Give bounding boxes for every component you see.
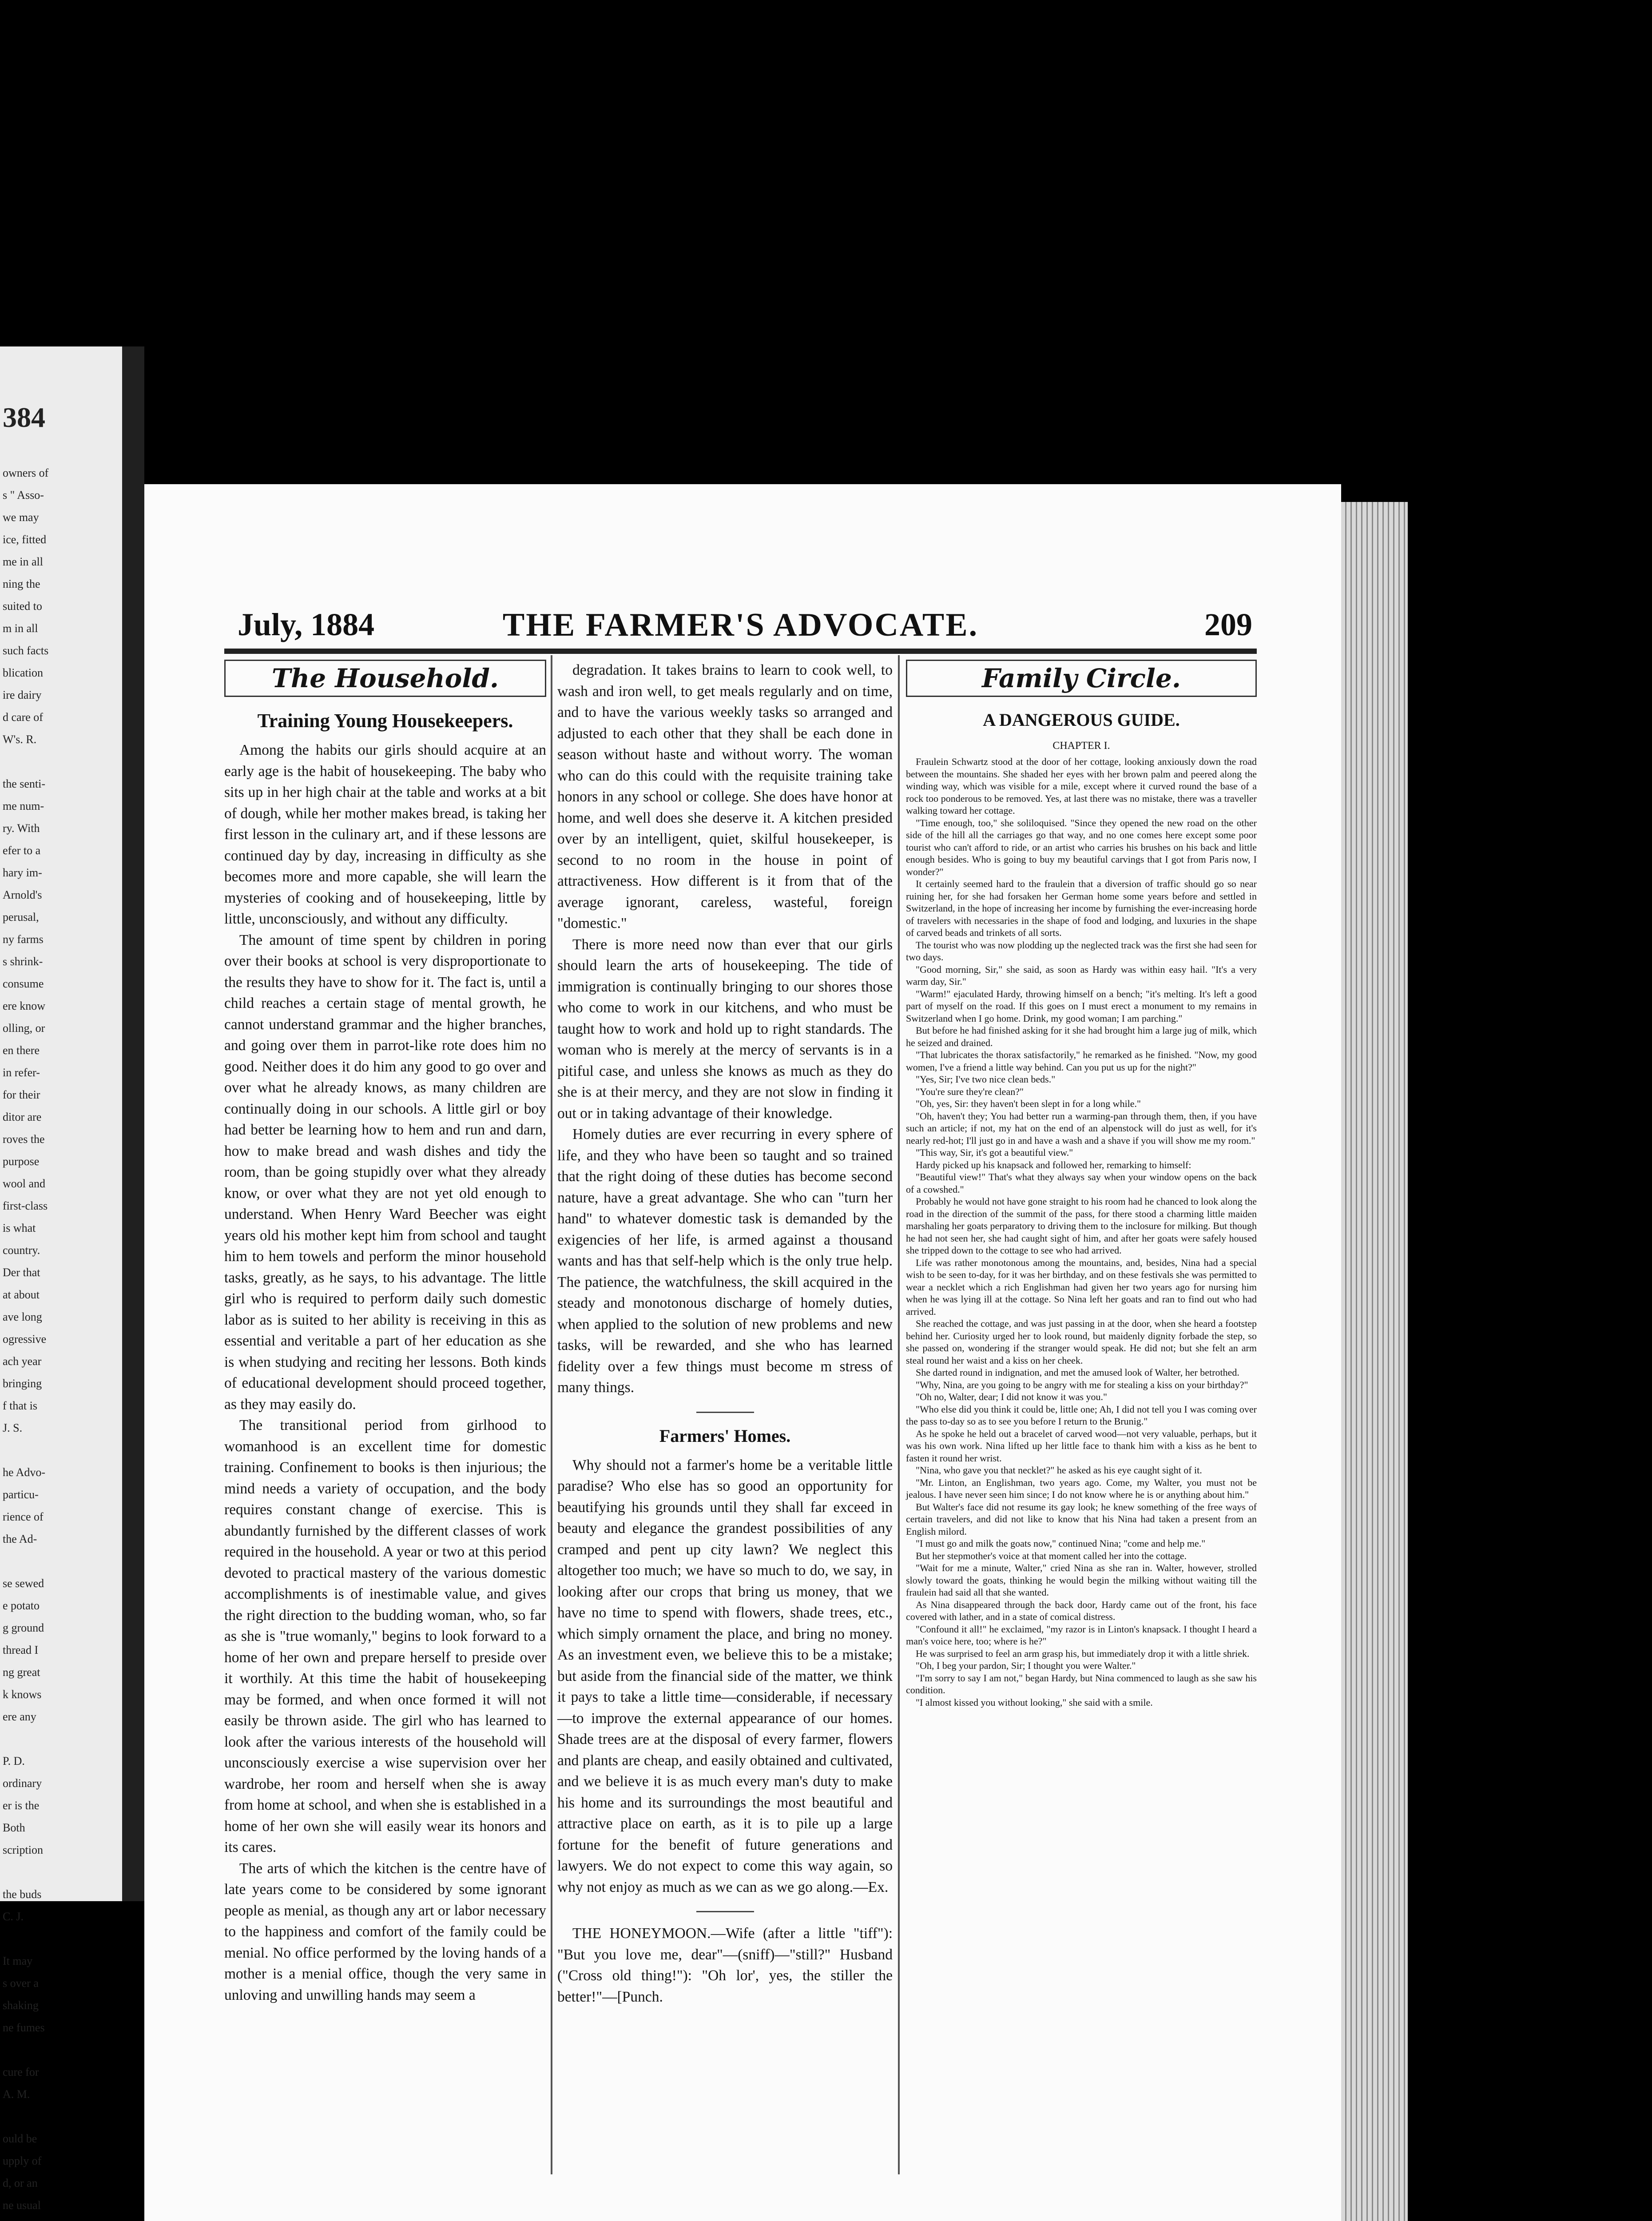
previous-page-line	[3, 2217, 122, 2221]
previous-page-line: ny farms	[3, 933, 44, 946]
previous-page-line: A. M.	[3, 2088, 30, 2101]
previous-page-line	[3, 1861, 122, 1883]
paragraph: It certainly seemed hard to the fraulein that a diversion of traffic should go so near ruining her, for she had forsaken her German home some years before and settled in Switzerland, in the hope of increasing her income by furnishing the ever-increasing horde of travelers with necessaries in the shape of food and lodging, and luxuries in the shape of carved beads and trinkets of all sorts.	[906, 878, 1257, 938]
paragraph: The transitional period from girlhood to womanhood is an excellent time for domestic training. Confinement to books is then injurious; the mind needs a variety of occupation, and the body requires constant change of exercise. This is abundantly furnished by the different classes of work required in the household. A year or two at this period devoted to practical mastery of the various domestic accomplishments is of inestimable value, and gives the right direction to the budding woman, who, so far as she is "true womanly," begins to look forward to a home of her own and prepare herself to preside over it worthily. At this time the habit of housekeeping may be formed, and when once formed it will not easily be thrown aside. The girl who has learned to look after the various interests of the household will unconsciously exercise a wise supervision over her wardrobe, her room and herself when she is away from home at school, and when she is established in a home of her own she will easily wear its honors and its cares.	[224, 1417, 546, 1855]
paragraph: "You're sure they're clean?"	[916, 1086, 1024, 1097]
masthead-title: THE FARMER'S ADVOCATE.	[502, 607, 979, 643]
previous-page-line: ach year	[3, 1355, 42, 1368]
previous-page-line: in refer-	[3, 1066, 40, 1079]
page-header	[224, 597, 1257, 646]
paragraph: Among the habits our girls should acquire at an early age is the habit of housekeeping. The baby who sits up in her high chair at the table and works at a bit of dough, while her mother makes bread, is taking her first lesson in the culinary art, and if these lessons are continued day by day, increasing in difficulty as she becomes more and more capable, she will learn the mysteries of cooking and of housekeeping, little by little, unconsciously, and without any difficulty.	[224, 742, 546, 927]
column-divider-1	[551, 655, 552, 2174]
previous-page-line: efer to a	[3, 844, 41, 857]
previous-page-line: bringing	[3, 1377, 42, 1390]
previous-page-line: er is the	[3, 1799, 40, 1812]
previous-page-line: s shrink-	[3, 955, 43, 968]
previous-page-line: we may	[3, 511, 39, 524]
story-title: A DANGEROUS GUIDE.	[983, 710, 1180, 730]
previous-page-line: k knows	[3, 1688, 42, 1701]
previous-page-line: scription	[3, 1843, 43, 1856]
paragraph: "Oh no, Walter, dear; I did not know it was you."	[916, 1391, 1107, 1402]
paragraph: "Good morning, Sir," she said, as soon as Hardy was within easy hail. "It's a very warm day, Sir."	[906, 963, 1257, 987]
middle-column	[557, 660, 893, 2221]
household-column	[224, 660, 546, 2221]
chapter-heading: CHAPTER I.	[1052, 740, 1110, 752]
paragraph: "Wait for me a minute, Walter," cried Nina as she ran in. Walter, however, strolled slowly toward the goats, thinking he would begin the milking without waiting till the fraulein had said all that she wanted.	[906, 1562, 1257, 1598]
previous-page-line: ice, fitted	[3, 533, 47, 546]
paragraph: "I almost kissed you without looking," she said with a smile.	[916, 1696, 1153, 1708]
previous-page-line: en there	[3, 1044, 40, 1057]
previous-page-line: rience of	[3, 1510, 44, 1523]
previous-page-line: me in all	[3, 555, 43, 568]
training-article-title: Training Young Housekeepers.	[257, 710, 513, 732]
paragraph: "Nina, who gave you that necklet?" he asked as his eye caught sight of it.	[916, 1465, 1202, 1476]
previous-page-line: ave long	[3, 1310, 42, 1323]
previous-page-line: blication	[3, 666, 43, 679]
previous-page-line: m in all	[3, 622, 38, 635]
paragraph: As Nina disappeared through the back door, Hardy came out of the front, his face covered with lather, and in a state of comical distress.	[906, 1599, 1257, 1622]
previous-page-line: Arnold's	[3, 888, 42, 901]
previous-page-line: Der that	[3, 1266, 40, 1279]
previous-page-line: the Ad-	[3, 1532, 37, 1545]
previous-page-edge	[0, 346, 122, 2212]
paragraph: "That lubricates the thorax satisfactorily," he remarked as he finished. "Now, my good women, I've a friend a little way behind. Can you put us up for the night?"	[906, 1049, 1257, 1073]
previous-page-line: d, or an	[3, 2177, 38, 2189]
previous-page-line: e potato	[3, 1599, 40, 1612]
paragraph: "Oh, haven't they; You had better run a warming-pan through them, then, if you have such an article; if not, my hat on the end of an alpenstock will do just as well, for it's nearly red-hot; I'll just go in and have a wash and a shave if you will show me my room."	[906, 1110, 1257, 1146]
previous-page-line: ogressive	[3, 1333, 47, 1345]
paragraph: degradation. It takes brains to learn to cook well, to wash and iron well, to get meals regularly and on time, and to have the various weekly tasks so arranged and adjusted to each other that they shall be each done in season without haste and without worry. The woman who can do this could with the requisite training take honors in any school or college. She does have honor at home, and well does she deserve it. A kitchen presided over by an intelligent, quiet, skilful housekeeper, is second to no room in the house in point of attractiveness. How different is it from that of the average ignorant, careless, wasteful, foreign "domestic."	[557, 662, 893, 931]
paragraph: Why should not a farmer's home be a veritable little paradise? Who else has so good an opportunity for beautifying his grounds until they shall far exceed in beauty and elegance the grandest possibilities of any cramped and pent up city lawn? We neglect this altogether too much; we have so much to do, we say, in looking after our crops that bring us money, that we have no time to spend with flowers, shade trees, etc., which simply ornament the place, and bring no money. As an investment even, we believe this to be a mistake; but aside from the financial side of the matter, we think it pays to take a little time—considerable, if necessary—to improve the external appearance of our homes. Shade trees are at the disposal of every farmer, flowers and plants are cheap, and easily obtained and cultivated, and we believe it is as much every man's duty to make his home and its surroundings the most beautiful and attractive place on earth, as it is to pile up a large fortune for the benefit of future generations and lawyers. We do not expect to come this way again, so why not enjoy as much as we can as we go along.—Ex.	[557, 1457, 893, 1895]
article-separator	[696, 1911, 754, 1912]
previous-page-line	[3, 2039, 122, 2061]
paragraph: The tourist who was now plodding up the neglected track was the first she had seen for two days.	[906, 939, 1257, 963]
paragraph: There is more need now than ever that our girls should learn the arts of housekeeping. The tide of immigration is continually bringing to our shores those who come to work in our kitchens, and who must be taught how to work and hold up to right standards. The woman who is merely at the mercy of servants is in a pitiful case, and unless she knows as much as they do she is at their mercy, and they are not slow in finding it out or in taking advantage of their knowledge.	[557, 936, 893, 1122]
paragraph: "This way, Sir, it's got a beautiful view."	[916, 1147, 1073, 1158]
previous-page-text	[3, 462, 122, 2221]
header-rule	[224, 649, 1257, 654]
previous-page-line: perusal,	[3, 911, 39, 923]
previous-page-line: hary im-	[3, 866, 42, 879]
paragraph: "Warm!" ejaculated Hardy, throwing himself on a bench; "it's melting. It's left a good part of myself on the road. If this goes on I must erect a monument to my remains in Switzerland when I go home. Drink, my good woman; I am parching."	[906, 988, 1257, 1024]
column-divider-2	[898, 655, 900, 2174]
previous-page-line: W's. R.	[3, 733, 37, 746]
paragraph: As he spoke he held out a bracelet of carved wood—not very valuable, perhaps, but it was his own work. Nina lifted up her little face to thank him with a kiss as he bent to fasten it round her wrist.	[906, 1428, 1257, 1464]
household-section-title: The Household.	[224, 660, 546, 697]
paragraph: But Walter's face did not resume its gay look; he knew something of the free ways of certain travelers, and did not like to know that his Nina had taken a present from an English milord.	[906, 1501, 1257, 1537]
paragraph: Fraulein Schwartz stood at the door of her cottage, looking anxiously down the road between the mountains. She shaded her eyes with her brown palm and peered along the winding way, which was visible for a mile, except where it curved round the base of a rock too ponderous to be removed. Yes, at last there was no mistake, there was a traveller walking toward her cottage.	[906, 756, 1257, 816]
previous-page-line: shaking	[3, 1999, 39, 2012]
paragraph: Probably he would not have gone straight to his room had he chanced to look along the road in the direction of the summit of the pass, for there stood a charming little maiden marshaling her goats perparatory to driving them to the inclosure for milking. But though he had not seen her, she had caught sight of him, and after her goats were safely housed she tripped down to the cottage to see who had arrived.	[906, 1196, 1257, 1256]
honeymoon-joke: THE HONEYMOON.—Wife (after a little "tiff"): "But you love me, dear"—(sniff)—"still?" Husband ("Cross old thing!"): "Oh lor', yes, the stiller the better!"—[Punch.	[557, 1925, 893, 2005]
previous-page-line: ditor are	[3, 1110, 42, 1123]
previous-page-line: for their	[3, 1088, 40, 1101]
training-article-continuation	[557, 660, 893, 1398]
paragraph: Hardy picked up his knapsack and followed her, remarking to himself:	[916, 1159, 1191, 1170]
previous-page-line: olling, or	[3, 1022, 45, 1035]
previous-page-line: ire dairy	[3, 689, 42, 701]
previous-page-line: cure for	[3, 2066, 39, 2078]
previous-page-line: Both	[3, 1821, 25, 1834]
previous-page-line: thread I	[3, 1644, 39, 1656]
farmers-homes-title: Farmers' Homes.	[659, 1425, 791, 1446]
paragraph: She reached the cottage, and was just passing in at the door, when she heard a footstep behind her. Curiosity urged her to look round, but maidenly dignity forbade the step, so she passed on, wondering if the stranger would speak. He did not; but she felt an arm steal round her waist and a kiss on her cheek.	[906, 1318, 1257, 1366]
previous-page-line: ng great	[3, 1666, 40, 1679]
previous-page-line: ordinary	[3, 1777, 42, 1790]
previous-page-line: ry. With	[3, 822, 40, 835]
previous-page-line: owners of	[3, 466, 49, 479]
previous-page-line: f that is	[3, 1399, 37, 1412]
paragraph: But her stepmother's voice at that moment called her into the cottage.	[916, 1550, 1187, 1561]
previous-page-line: consume	[3, 977, 44, 990]
story-body	[906, 756, 1257, 1708]
previous-page-line: particu-	[3, 1488, 39, 1501]
previous-page-line: ere know	[3, 999, 46, 1012]
paragraph: "Confound it all!" he exclaimed, "my razor is in Linton's knapsack. I thought I heard a man's voice here, too; where is he?"	[906, 1623, 1257, 1647]
previous-page-line: ould be	[3, 2132, 37, 2145]
paragraph: The arts of which the kitchen is the centre have of late years come to be considered by some ignorant people as menial, as though any art or labor necessary to the happiness and comfort of the family could be menial. No office performed by the loving hands of a mother is a menial office, though the very same in unloving and unwilling hands may seem a	[224, 1860, 546, 2003]
previous-page-line: It may	[3, 1954, 33, 1967]
previous-page-line: ning the	[3, 577, 40, 590]
previous-page-line: me num-	[3, 800, 44, 812]
previous-page-line: upply of	[3, 2154, 42, 2167]
previous-page-line: he Advo-	[3, 1466, 46, 1479]
previous-page-line: ne usual	[3, 2199, 41, 2212]
paragraph: Life was rather monotonous among the mountains, and, besides, Nina had a special wish to be seen to-day, for it was her birthday, and on these festivals she was permitted to wear a necklet which a rich Englishman had given her two years ago for nursing him when he was lying ill at the cottage. So Nina left her goats and ran to find out who had arrived.	[906, 1257, 1257, 1317]
previous-page-line	[3, 1439, 122, 1461]
previous-page-line: the buds	[3, 1888, 42, 1901]
training-article-body	[224, 740, 546, 2006]
paragraph: She darted round in indignation, and met the amused look of Walter, her betrothed.	[916, 1367, 1239, 1378]
previous-page-line: C. J.	[3, 1910, 24, 1923]
paragraph: "Time enough, too," she soliloquised. "Since they opened the new road on the other side of the hill all the carriages go that way, and no one comes here except some poor tourist who can't afford to ride, or an artist who carries his brushes on his back and little enough besides. Who is going to buy my beautiful carvings that I got from Paris now, I wonder?"	[906, 817, 1257, 877]
previous-page-line: ne fumes	[3, 2021, 45, 2034]
previous-page-line: d care of	[3, 711, 43, 724]
paragraph: "Beautiful view!" That's what they always say when your window opens on the back of a cowshed."	[906, 1171, 1257, 1195]
family-circle-column	[906, 660, 1257, 2221]
farmers-homes-body	[557, 1455, 893, 1898]
paragraph: "Oh, yes, Sir: they haven't been slept in for a long while."	[916, 1098, 1141, 1109]
previous-page-line: J. S.	[3, 1421, 23, 1434]
previous-page-line: purpose	[3, 1155, 40, 1168]
paragraph: Homely duties are ever recurring in every sphere of life, and they who have been so taught and so trained that the right doing of these duties has become second nature, have a great advantage. She who can "turn her hand" to whatever domestic task is demanded by the exigencies of her life, is armed against a thousand wants and has that self-help which is the only true help. The patience, the watchfulness, the skill acquired in the steady and monotonous discharge of homely duties, when applied to the solution of new problems and new tasks, will be rewarded, and she who has learned fidelity over a few things must become m stress of many things.	[557, 1126, 893, 1396]
previous-page-line: such facts	[3, 644, 49, 657]
previous-page-line: P. D.	[3, 1755, 25, 1767]
previous-page-line: the senti-	[3, 777, 46, 790]
previous-page-line: is what	[3, 1222, 36, 1234]
previous-page-line: g ground	[3, 1621, 44, 1634]
previous-page-line: country.	[3, 1244, 40, 1257]
previous-page-line	[3, 2106, 122, 2128]
previous-page-line	[3, 1728, 122, 1750]
previous-page-line: se sewed	[3, 1577, 44, 1590]
article-separator	[696, 1412, 754, 1413]
page-edges	[1341, 502, 1408, 2221]
page-number: 209	[1204, 607, 1252, 642]
paragraph: He was surprised to feel an arm grasp his, but immediately drop it with a little shriek.	[916, 1648, 1250, 1659]
paragraph: "I must go and milk the goats now," continued Nina; "come and help me."	[916, 1538, 1206, 1549]
previous-page-line: first-class	[3, 1199, 48, 1212]
previous-page-line: roves the	[3, 1133, 45, 1146]
previous-page-line: ere any	[3, 1710, 36, 1723]
previous-page-line: at about	[3, 1288, 40, 1301]
issue-date: July, 1884	[238, 607, 375, 642]
book-gutter	[122, 346, 144, 1901]
paragraph: "Oh, I beg your pardon, Sir; I thought you were Walter."	[916, 1660, 1136, 1671]
previous-page-line: suited to	[3, 600, 42, 613]
paragraph: "Why, Nina, are you going to be angry with me for stealing a kiss on your birthday?"	[916, 1379, 1248, 1390]
paragraph: "Yes, Sir; I've two nice clean beds."	[916, 1074, 1056, 1085]
previous-page-line: wool and	[3, 1177, 46, 1190]
previous-page-line: s over a	[3, 1977, 39, 1990]
paragraph: "I'm sorry to say I am not," began Hardy, but Nina commenced to laugh as she saw his condition.	[906, 1672, 1257, 1696]
previous-page-year: 384	[3, 402, 45, 433]
previous-page-line	[3, 1928, 122, 1950]
previous-page-line	[3, 751, 122, 773]
paragraph: The amount of time spent by children in poring over their books at school is very disproportionate to the results they have to show for it. The fact is, until a child reaches a certain stage of mental growth, he cannot understand grammar and the higher branches, and going over them in parrot-like rote does him no good. Neither does it do him any good to go over and over what he already knows, as many children are continually doing in our schools. A little girl or boy had better be learning how to hem and run and darn, how to make bread and wash dishes and tidy the room, than be going stupidly over what they already know, or over what they are not yet old enough to understand. When Henry Ward Beecher was eight years old his mother kept him from school and taught him to hem towels and perform the minor household tasks, greatly, as he says, to his advantage. The little girl who is required to perform daily such domestic labor as is suited to her ability is receiving in this as essential and veritable a part of her education as she is when studying and reciting her lessons. Both kinds of educational development should proceed together, as they may easily do.	[224, 931, 546, 1413]
family-circle-section-title: Family Circle.	[906, 660, 1257, 697]
paragraph: "Mr. Linton, an Englishman, two years ago. Come, my Walter, you must not be jealous. I have never seen him since; I do not know where he is or anything about him."	[906, 1477, 1257, 1500]
paragraph: "Who else did you think it could be, little one; Ah, I did not tell you I was coming over the pass to-day so as to see you before I return to the Brunig."	[906, 1403, 1257, 1427]
previous-page-line	[3, 1550, 122, 1572]
previous-page-line: s " Asso-	[3, 489, 44, 502]
paragraph: But before he had finished asking for it she had brought him a large jug of milk, which he seized and drained.	[906, 1025, 1257, 1048]
